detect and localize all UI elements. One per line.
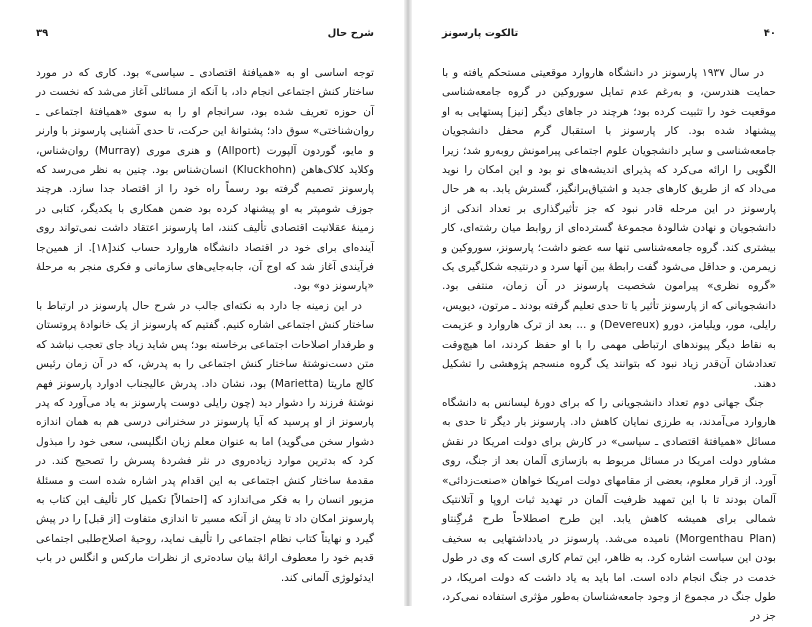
right-page (412, 0, 812, 623)
paragraph: در این زمینه جا دارد به نکته‌ای جالب در شرح حال پارسونز در ارتباط با ساختار کنش اجتماعی اشاره کنیم. گفتیم که پارسونز از یک خانوادهٔ پروتستان و طرفدار اصلاحات اجتماعی برخاسته بود؛ پس شاید زیاد جای تعجب نباشد که متن دست‌نوشتهٔ ساختار کنش اجتماعی را به پدرش، که در آن زمان رئیس کالج ماریتا (Marietta) بود، نشان داد. پدرش عالیجناب ادوارد پارسونز فهم نوشتهٔ فرزند را دشوار دید (چون رایلی دوست پارسونز به یاد می‌آورد که پدر پارسونز از او پرسید که آیا پارسونز در سخنرانی درسی هم به همان اندازه دشوار سخن می‌گوید) اما به عنوان معلم زبان انگلیسی، سعی خود را مبذول کرد که بدترین موارد زیاده‌روی در نثر فشردهٔ پسرش را تصحیح کند. در مقدمهٔ ساختار کنش اجتماعی به این اقدام پدر اشاره شده است و مسئلهٔ مزبور انسان را به فکر می‌اندازد که [احتمالاً] تکمیل کار تألیف این کتاب به پارسونز امکان داد تا پیش از آنکه مسیر تا اندازی متفاوت [از قبل] را در پیش گیرد و نهایتاً کتاب نظام اجتماعی را تألیف نماید، روحیهٔ اصلاح‌طلبی اجتماعی قدیم خود را معطوف ارائهٔ بیان ساده‌تری از نظرات مارکس و انگلس در باب ایدئولوژی آلمانی کند. (36, 299, 374, 584)
right-page-number: ۴۰ (763, 28, 776, 39)
paragraph: در سال ۱۹۳۷ پارسونز در دانشگاه هاروارد موقعیتی مستحکم یافته و با حمایت هندرسن، و به‌رغم عدم تمایل سوروکین در گروه جامعه‌شناسی موقعیت خود را تثبیت کرده بود؛ هرچند در جاهای دیگر [نیز] پستهایی به او پیشنهاد شده بود. کار پارسونز با استقبال گرم محفل دانشجویان جامعه‌شناسی و سایر دانشجویان علوم اجتماعی پیرامونش روبه‌رو شد؛ زیرا الگویی را ارائه می‌کرد که پذیرای اندیشه‌های نو بود و این امکان را نوید می‌داد که از طریق کارهای جدید و اشتیاق‌برانگیز، گسترش یابد. به هر حال پارسونز در این مرحله قادر نبود که جز تأثیرگذاری بر تعداد اندکی از دانشجویان و نهادن شالودهٔ مجموعهٔ گسترده‌ای از روابط میان رشته‌ای، کار بیشتری کند. گروه جامعه‌شناسی تنها سه عضو داشت؛ پارسونز، سوروکین و زیمرمن. و حداقل می‌شود گفت رابطهٔ بین آنها سرد و درنتیجه شکل‌گیری یک «گروه نظری» پیرامون شخصیت پارسونز در آن زمان، منتفی بود. دانشجویانی که از پارسونز تأثیر یا تا حدی تعلیم گرفته بودند ـ مرتون، دیویس، رایلی، مور، ویلیامز، دورو (Devereux) و ... بعد از ترک هاروارد و عزیمت به نقاط دیگر پیوندهای ارتباطی مهمی را با او حفظ کردند، اما هیچ‌وقت تعدادشان آن‌قدر زیاد نبود که بتوانند یک گروه منسجم پژوهشی را تشکیل دهند. (442, 67, 776, 390)
left-body-text (36, 64, 374, 588)
left-page (0, 0, 404, 606)
right-header-title: تالکوت پارسونز (442, 28, 519, 39)
paragraph: توجه اساسی او به «همیافتهٔ اقتصادی ـ سیاسی» بود. کاری که در مورد ساختار کنش اجتماعی انجام داد، با آنکه از مسائلی آغاز می‌شد که نخست در آن حوزه تعریف شده بود، سرانجام او را به سوی «همیافتهٔ اجتماعی ـ روان‌شناختی» سوق داد؛ پشتوانهٔ این حرکت، تا حدی آشنایی پارسونز با وارنر و مایو، گوردون آلپورت (Allport) و هنری موری (Murray) روان‌شناس، وکلاید کلاک‌هاهن (Kluckhohn) انسان‌شناس بود. چنین به نظر می‌رسد که پارسونز تصمیم گرفته بود رسماً راه خود را از اقتصاد جدا سازد. هرچند جوزف شومپتر به او پیشنهاد کرده بود ضمن همکاری با یکدیگر، کتابی در زمینهٔ عقلانیت اقتصادی تألیف کنند، اما پارسونز اعتقاد داشت نمی‌تواند روی آینده‌ای برای خود در اقتصاد دانشگاه هاروارد حساب کند[۱۸]. از همین‌جا فرآیندی آغاز شد که اوج آن، جابه‌جایی‌های سازمانی و فکری منجر به مرحلهٔ «پارسونز دو» بود. (36, 67, 375, 293)
book-gutter (404, 0, 412, 606)
left-running-head (36, 28, 374, 42)
right-running-head (442, 28, 776, 42)
left-page-number: ۳۹ (36, 28, 49, 39)
paragraph: جنگ جهانی دوم تعداد دانشجویانی را که برای دورهٔ لیسانس به دانشگاه هاروارد می‌آمدند، به طرزی نمایان کاهش داد. پارسونز بار دیگر تا حدی به مسائل «همیافتهٔ اقتصادی ـ سیاسی» در کارش برای دولت امریکا در نقش مشاور دولت امریکا در مسائل مربوط به بازسازی آلمان بعد از جنگ، روی آورد. از قرار معلوم، بعضی از مقامهای دولت امریکا خواهان «صنعت‌زدائی» آلمان بودند تا با این تمهید ظرفیت آلمان در تهدید ثبات اروپا و آتلانتیک شمالی برای همیشه کاهش یابد. این طرح اصطلاحاً طرح مُرگِنتاو (Morgenthau Plan) نامیده می‌شد. پارسونز در یادداشتهایی به سخیف بودن این سیاست اشاره کرد. به ظاهر، این تمام کاری است که وی در طول خدمت در جنگ انجام داده است. اما باید به یاد داشت که دولت امریکا، در طول جنگ در مجموع از وجود جامعه‌شناسان به‌طور مؤثری استفاده نمی‌کرد، جز در (442, 396, 776, 623)
right-body-text (442, 64, 776, 627)
left-header-title: شرح حال (327, 28, 374, 39)
